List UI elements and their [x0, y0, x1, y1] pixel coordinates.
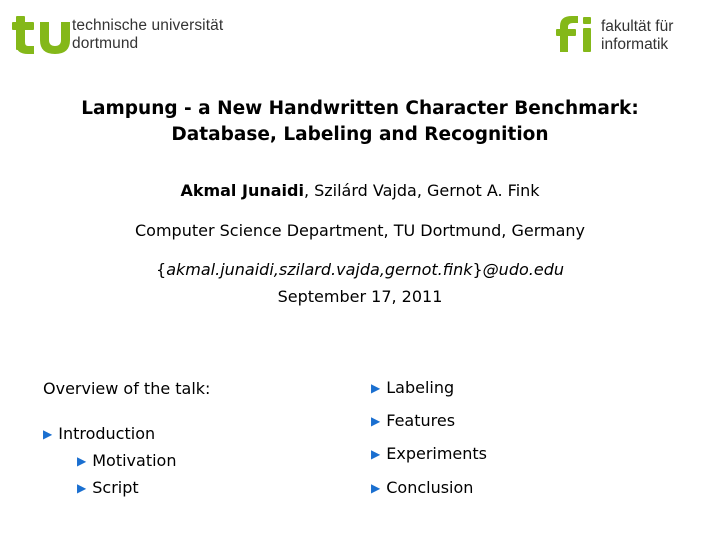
tu-wordmark-line1: technische universität [72, 17, 224, 34]
overview-item-label: Conclusion [386, 478, 474, 497]
tu-dortmund-wordmark [72, 17, 223, 53]
bullet-triangle-icon: ▶ [371, 381, 381, 395]
title-line1: Lampung - a New Handwritten Character Benchmark: [81, 98, 639, 119]
overview-item-label: Features [386, 411, 456, 430]
overview-item-labeling [371, 378, 454, 397]
email-brace-close: } [472, 260, 483, 279]
overview-subitem-motivation [77, 451, 176, 470]
slide-title [0, 96, 720, 148]
overview-item-label: Experiments [386, 444, 488, 463]
fakultaet-informatik-logo [556, 14, 596, 52]
bullet-triangle-icon: ▶ [371, 447, 381, 461]
email-usernames: akmal.junaidi,szilard.vajda,gernot.fink [166, 260, 473, 279]
email-domain: @udo.edu [482, 260, 564, 279]
bullet-triangle-icon: ▶ [77, 454, 87, 468]
tu-wordmark-line2: dortmund [72, 35, 139, 52]
overview-item-introduction [43, 424, 155, 443]
bullet-triangle-icon: ▶ [43, 427, 53, 441]
bullet-triangle-icon: ▶ [77, 481, 87, 495]
presenting-author: Akmal Junaidi [180, 181, 304, 200]
overview-subitem-script [77, 478, 139, 497]
overview-heading: Overview of the talk: [43, 379, 211, 398]
title-line2: Database, Labeling and Recognition [171, 124, 549, 145]
affiliation: Computer Science Department, TU Dortmund, Germany [135, 221, 585, 240]
presentation-date: September 17, 2011 [277, 287, 443, 306]
bullet-triangle-icon: ▶ [371, 481, 381, 495]
co-authors: , Szilárd Vajda, Gernot A. Fink [303, 181, 540, 200]
overview-item-label: Motivation [92, 451, 177, 470]
overview-item-label: Introduction [58, 424, 156, 443]
overview-item-experiments [371, 444, 487, 463]
overview-item-label: Script [92, 478, 139, 497]
author-list [0, 181, 720, 200]
fakultaet-wordmark [601, 18, 673, 54]
bullet-triangle-icon: ▶ [371, 414, 381, 428]
overview-item-conclusion [371, 478, 473, 497]
email-brace-open: { [156, 260, 167, 279]
fi-wordmark-line1: fakultät für [601, 18, 674, 35]
overview-item-features [371, 411, 455, 430]
fi-wordmark-line2: informatik [601, 36, 669, 53]
overview-item-label: Labeling [386, 378, 455, 397]
author-emails [0, 260, 720, 279]
